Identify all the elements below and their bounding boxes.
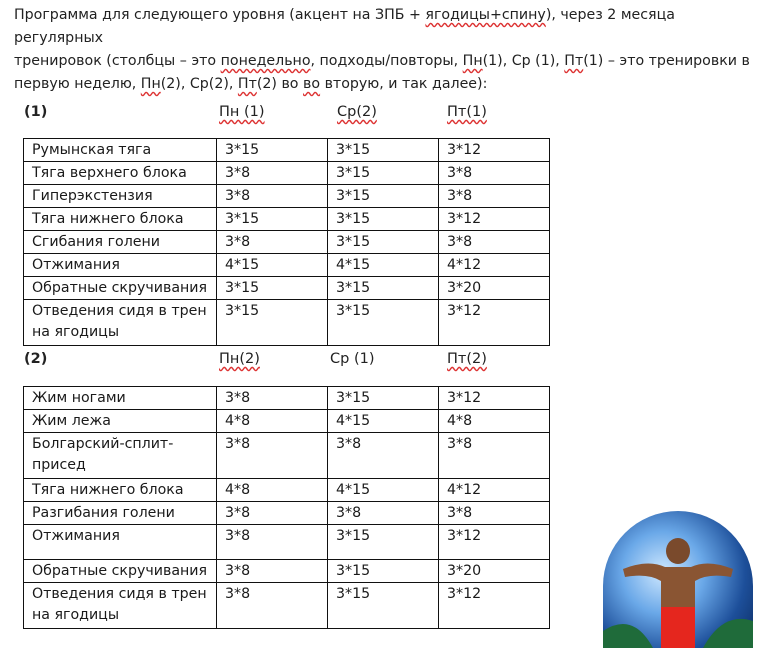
block1-day3: Пт(1) [447, 104, 487, 120]
sets-cell-day2: 3*15 [328, 277, 439, 300]
block1-table [23, 138, 550, 346]
sets-cell-day2: 3*15 [328, 387, 439, 410]
sets-cell-day2: 3*15 [328, 162, 439, 185]
athlete-photo [603, 511, 753, 648]
table-row [24, 208, 550, 231]
sets-cell-day2: 4*15 [328, 410, 439, 433]
sets-cell-day2: 3*15 [328, 208, 439, 231]
table-row [24, 583, 550, 629]
intro-line-3: первую неделю, Пн(2), Ср(2), Пт(2) во во вторую, и так далее): [14, 76, 488, 92]
sets-cell-day2: 4*15 [328, 254, 439, 277]
sets-cell-day3: 3*8 [439, 502, 550, 525]
exercise-cell: Болгарский-сплит-присед [24, 433, 217, 479]
table-row [24, 254, 550, 277]
sets-cell-day2: 4*15 [328, 479, 439, 502]
sets-cell-day3: 3*12 [439, 208, 550, 231]
block2-label: (2) [24, 351, 48, 367]
exercise-cell: Жим ногами [24, 387, 217, 410]
exercise-cell: Отведения сидя в трен на ягодицы [24, 583, 217, 629]
sets-cell-day2: 3*15 [328, 560, 439, 583]
sets-cell-day1: 3*8 [217, 433, 328, 479]
intro-line-1: Программа для следующего уровня (акцент на ЗПБ + ягодицы+спину), через 2 месяца регулярных [14, 7, 675, 46]
sets-cell-day3: 4*12 [439, 254, 550, 277]
sets-cell-day2: 3*15 [328, 231, 439, 254]
exercise-cell: Румынская тяга [24, 139, 217, 162]
sets-cell-day3: 3*8 [439, 231, 550, 254]
sets-cell-day1: 3*8 [217, 387, 328, 410]
table-row [24, 277, 550, 300]
athlete-figure-icon [603, 511, 753, 648]
sets-cell-day1: 3*15 [217, 208, 328, 231]
sets-cell-day1: 3*8 [217, 162, 328, 185]
table-row [24, 185, 550, 208]
exercise-cell: Жим лежа [24, 410, 217, 433]
sets-cell-day1: 3*8 [217, 502, 328, 525]
table-row [24, 300, 550, 346]
sets-cell-day2: 3*15 [328, 139, 439, 162]
table-row [24, 387, 550, 410]
table-row [24, 162, 550, 185]
block1-day1: Пн (1) [219, 104, 265, 120]
sets-cell-day2: 3*15 [328, 525, 439, 560]
table-row [24, 139, 550, 162]
block1-day2: Ср(2) [337, 104, 377, 120]
sets-cell-day3: 3*12 [439, 300, 550, 346]
sets-cell-day1: 3*15 [217, 300, 328, 346]
sets-cell-day1: 3*8 [217, 231, 328, 254]
sets-cell-day2: 3*15 [328, 583, 439, 629]
sets-cell-day3: 3*20 [439, 277, 550, 300]
exercise-cell: Отведения сидя в трен на ягодицы [24, 300, 217, 346]
block2-table [23, 386, 550, 629]
sets-cell-day2: 3*15 [328, 300, 439, 346]
sets-cell-day1: 4*15 [217, 254, 328, 277]
exercise-cell: Сгибания голени [24, 231, 217, 254]
table-row [24, 560, 550, 583]
sets-cell-day3: 4*8 [439, 410, 550, 433]
exercise-cell: Тяга нижнего блока [24, 208, 217, 231]
table-row [24, 433, 550, 479]
exercise-cell: Отжимания [24, 525, 217, 560]
sets-cell-day3: 3*12 [439, 387, 550, 410]
sets-cell-day2: 3*8 [328, 502, 439, 525]
sets-cell-day3: 3*12 [439, 583, 550, 629]
sets-cell-day2: 3*8 [328, 433, 439, 479]
exercise-cell: Гиперэкстензия [24, 185, 217, 208]
exercise-cell: Тяга нижнего блока [24, 479, 217, 502]
sets-cell-day3: 3*20 [439, 560, 550, 583]
sets-cell-day1: 3*15 [217, 277, 328, 300]
sets-cell-day3: 4*12 [439, 479, 550, 502]
sets-cell-day1: 3*8 [217, 525, 328, 560]
block2-day2: Ср (1) [330, 351, 375, 367]
table-row [24, 502, 550, 525]
sets-cell-day2: 3*15 [328, 185, 439, 208]
exercise-cell: Обратные скручивания [24, 277, 217, 300]
sets-cell-day3: 3*8 [439, 185, 550, 208]
table-row [24, 525, 550, 560]
exercise-cell: Обратные скручивания [24, 560, 217, 583]
sets-cell-day3: 3*8 [439, 433, 550, 479]
sets-cell-day1: 3*8 [217, 185, 328, 208]
exercise-cell: Разгибания голени [24, 502, 217, 525]
sets-cell-day1: 3*15 [217, 139, 328, 162]
block2-day3: Пт(2) [447, 351, 487, 367]
sets-cell-day1: 4*8 [217, 410, 328, 433]
sets-cell-day3: 3*8 [439, 162, 550, 185]
exercise-cell: Тяга верхнего блока [24, 162, 217, 185]
sets-cell-day1: 3*8 [217, 560, 328, 583]
sets-cell-day1: 3*8 [217, 583, 328, 629]
intro-paragraph [14, 4, 754, 96]
table-row [24, 410, 550, 433]
intro-line-2: тренировок (столбцы – это понедельно, подходы/повторы, Пн(1), Ср (1), Пт(1) – это тренировки в [14, 53, 750, 69]
sets-cell-day3: 3*12 [439, 139, 550, 162]
exercise-cell: Отжимания [24, 254, 217, 277]
sets-cell-day3: 3*12 [439, 525, 550, 560]
sets-cell-day1: 4*8 [217, 479, 328, 502]
table-row [24, 479, 550, 502]
block1-label: (1) [24, 104, 48, 120]
table-row [24, 231, 550, 254]
block2-day1: Пн(2) [219, 351, 260, 367]
